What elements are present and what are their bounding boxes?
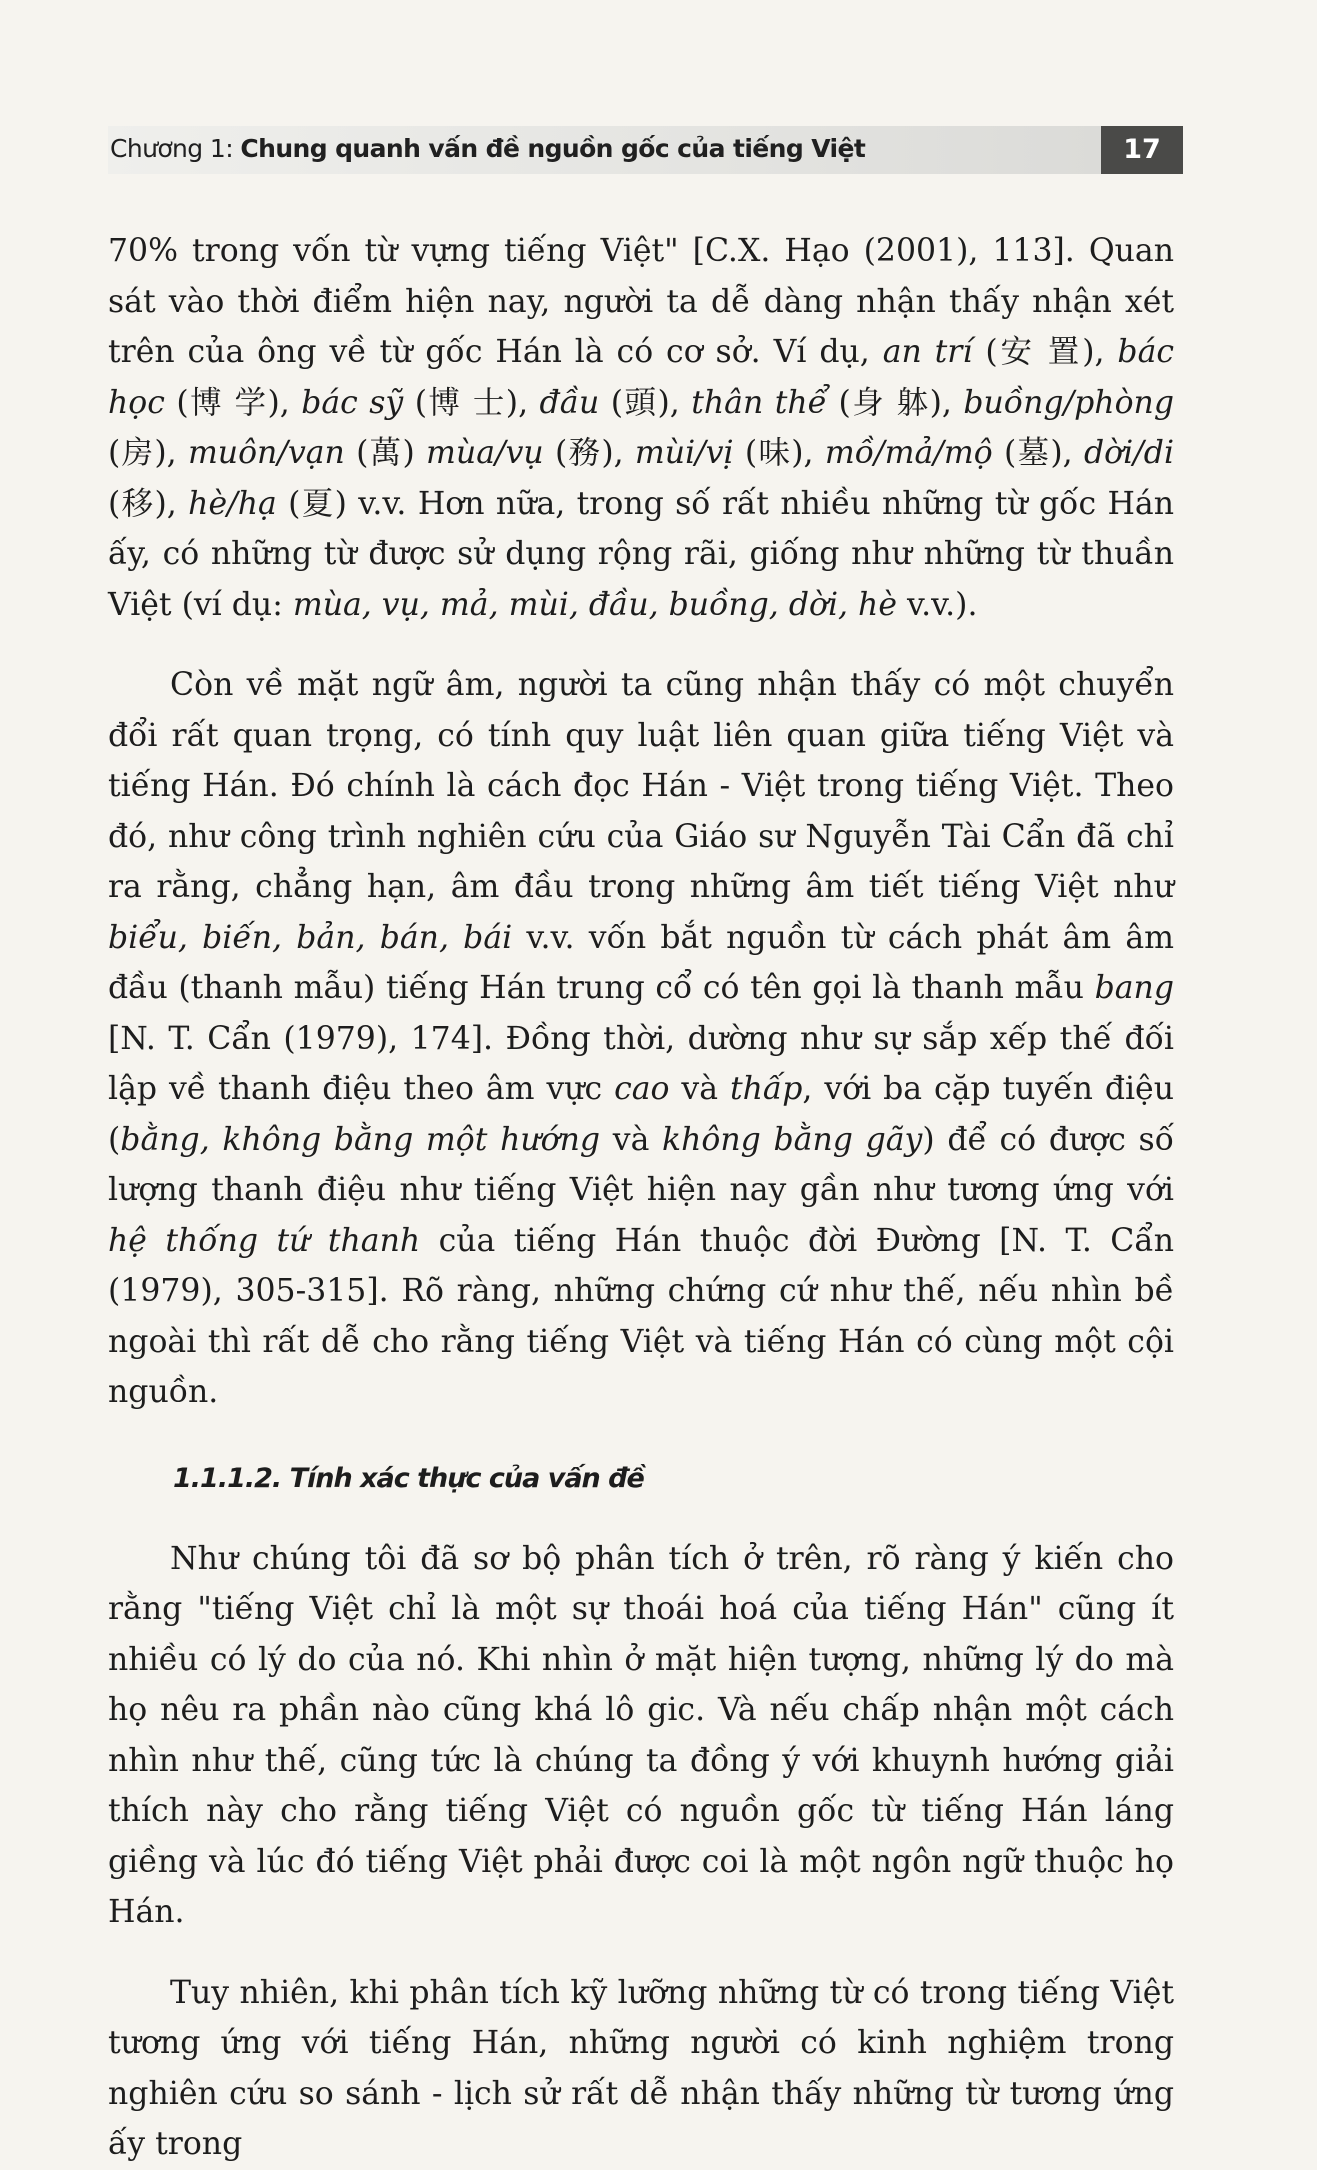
paragraph-gap bbox=[108, 630, 1174, 660]
text-run: (務), bbox=[543, 435, 635, 471]
text-run: (博 学), bbox=[164, 384, 302, 421]
text-run: (萬) bbox=[344, 435, 427, 471]
text-run: Còn về mặt ngữ âm, người ta cũng nhận thấy có một chuyển đổi rất quan trọng, có tính quy luật liên quan giữa tiếng Việt và tiếng Hán. Đó chính là cách đọc Hán - Việt trong tiếng Việt. Theo đó, như công trình nghiên cứu của Giáo sư Nguyễn Tài Cẩn đã chỉ ra rằng, chẳng hạn, âm đầu trong những âm tiết tiếng Việt như bbox=[108, 667, 1174, 905]
italic-term: mùi/vị bbox=[634, 435, 734, 471]
text-run: (味), bbox=[733, 435, 825, 471]
text-run: , với ba cặp tuyến điệu ( bbox=[108, 1071, 1174, 1158]
italic-term: mùa, vụ, mả, mùi, đầu, buồng, dời, hè bbox=[292, 586, 897, 623]
text-run: v.v. vốn bắt nguồn từ cách phát âm âm đầu (thanh mẫu) tiếng Hán trung cổ có tên gọi là thanh mẫu bbox=[108, 919, 1174, 1006]
text-run: (移), bbox=[108, 485, 189, 522]
text-run: và bbox=[600, 1121, 663, 1158]
text-run: 1.1.1.2. Tính xác thực của vấn đề bbox=[173, 1462, 644, 1494]
italic-term: bang bbox=[1094, 970, 1174, 1006]
italic-term: hè/hạ bbox=[188, 485, 277, 522]
italic-term: mùa/vụ bbox=[426, 435, 544, 471]
text-run: và bbox=[669, 1071, 730, 1107]
page-number: 17 bbox=[1101, 126, 1183, 174]
chapter-prefix: Chương 1: bbox=[110, 134, 241, 163]
italic-term: thấp bbox=[729, 1071, 803, 1107]
italic-term: dời/di bbox=[1083, 435, 1175, 471]
paragraph bbox=[108, 226, 1174, 630]
text-run: (頭), bbox=[599, 384, 692, 421]
italic-term: muôn/vạn bbox=[187, 435, 345, 471]
italic-term: cao bbox=[614, 1071, 670, 1107]
italic-term: bác học bbox=[108, 334, 1174, 421]
text-run: (墓), bbox=[992, 435, 1084, 471]
italic-term: bác sỹ bbox=[301, 384, 404, 421]
italic-term: bằng, không bằng một hướng bbox=[120, 1121, 601, 1158]
text-run: của tiếng Hán thuộc đời Đường [N. T. Cẩn (1979), 305-315]. Rõ ràng, những chứng cứ như thế, nếu nhìn bề ngoài thì rất dễ cho rằng tiếng Việt và tiếng Hán có cùng một cội nguồn. bbox=[108, 1222, 1174, 1410]
page-body bbox=[108, 226, 1174, 2170]
paragraph-gap bbox=[108, 1418, 1174, 1454]
chapter-title bbox=[110, 134, 865, 163]
text-run: (夏) v.v. Hơn nữa, trong số rất nhiều những từ gốc Hán ấy, có những từ được sử dụng rộng rãi, giống như những từ thuần Việt (ví dụ: bbox=[108, 485, 1174, 623]
text-run: 70% trong vốn từ vựng tiếng Việt" [C.X. Hạo (2001), 113]. Quan sát vào thời điểm hiện nay, người ta dễ dàng nhận thấy nhận xét trên của ông về từ gốc Hán là có cơ sở. Ví dụ, bbox=[108, 233, 1174, 370]
chapter-title-text: Chung quanh vấn đề nguồn gốc của tiếng Việt bbox=[240, 134, 866, 163]
text-run: (房), bbox=[108, 435, 188, 471]
italic-term: mồ/mả/mộ bbox=[824, 435, 993, 471]
text-run: (博 士), bbox=[403, 384, 540, 421]
italic-term: hệ thống tứ thanh bbox=[108, 1222, 421, 1259]
paragraph bbox=[108, 660, 1174, 1418]
paragraph bbox=[108, 1534, 1174, 1938]
paragraph bbox=[108, 1968, 1174, 2170]
text-run: (身 躰), bbox=[827, 384, 964, 421]
italic-term: buồng/phòng bbox=[963, 384, 1174, 421]
italic-term: không bằng gãy bbox=[662, 1121, 923, 1158]
italic-term: đầu bbox=[539, 384, 600, 421]
text-run: Như chúng tôi đã sơ bộ phân tích ở trên, rõ ràng ý kiến cho rằng "tiếng Việt chỉ là một sự thoái hoá của tiếng Hán" cũng ít nhiều có lý do của nó. Khi nhìn ở mặt hiện tượng, những lý do mà họ nêu ra phần nào cũng khá lô gic. Và nếu chấp nhận một cách nhìn như thế, cũng tức là chúng ta đồng ý với khuynh hướng giải thích này cho rằng tiếng Việt có nguồn gốc từ tiếng Hán láng giềng và lúc đó tiếng Việt phải được coi là một ngôn ngữ thuộc họ Hán. bbox=[108, 1540, 1174, 1930]
text-run: (安 置), bbox=[972, 334, 1118, 370]
text-run: ) để có được số lượng thanh điệu như tiếng Việt hiện nay gần như tương ứng với bbox=[108, 1121, 1174, 1208]
running-header bbox=[108, 126, 1183, 174]
section-heading bbox=[173, 1454, 1174, 1504]
text-run: v.v.). bbox=[897, 586, 978, 623]
italic-term: an trí bbox=[882, 334, 973, 370]
italic-term: biểu, biến, bản, bán, bái bbox=[108, 919, 513, 956]
italic-term: thân thể bbox=[691, 384, 828, 421]
text-run: Tuy nhiên, khi phân tích kỹ lưỡng những từ có trong tiếng Việt tương ứng với tiếng Hán, những người có kinh nghiệm trong nghiên cứu so sánh - lịch sử rất dễ nhận thấy những từ tương ứng ấy trong bbox=[108, 1974, 1174, 2162]
text-run: [N. T. Cẩn (1979), 174]. Đồng thời, dường như sự sắp xếp thế đối lập về thanh điệu theo âm vực bbox=[108, 1020, 1174, 1107]
paragraph-gap bbox=[108, 1938, 1174, 1968]
